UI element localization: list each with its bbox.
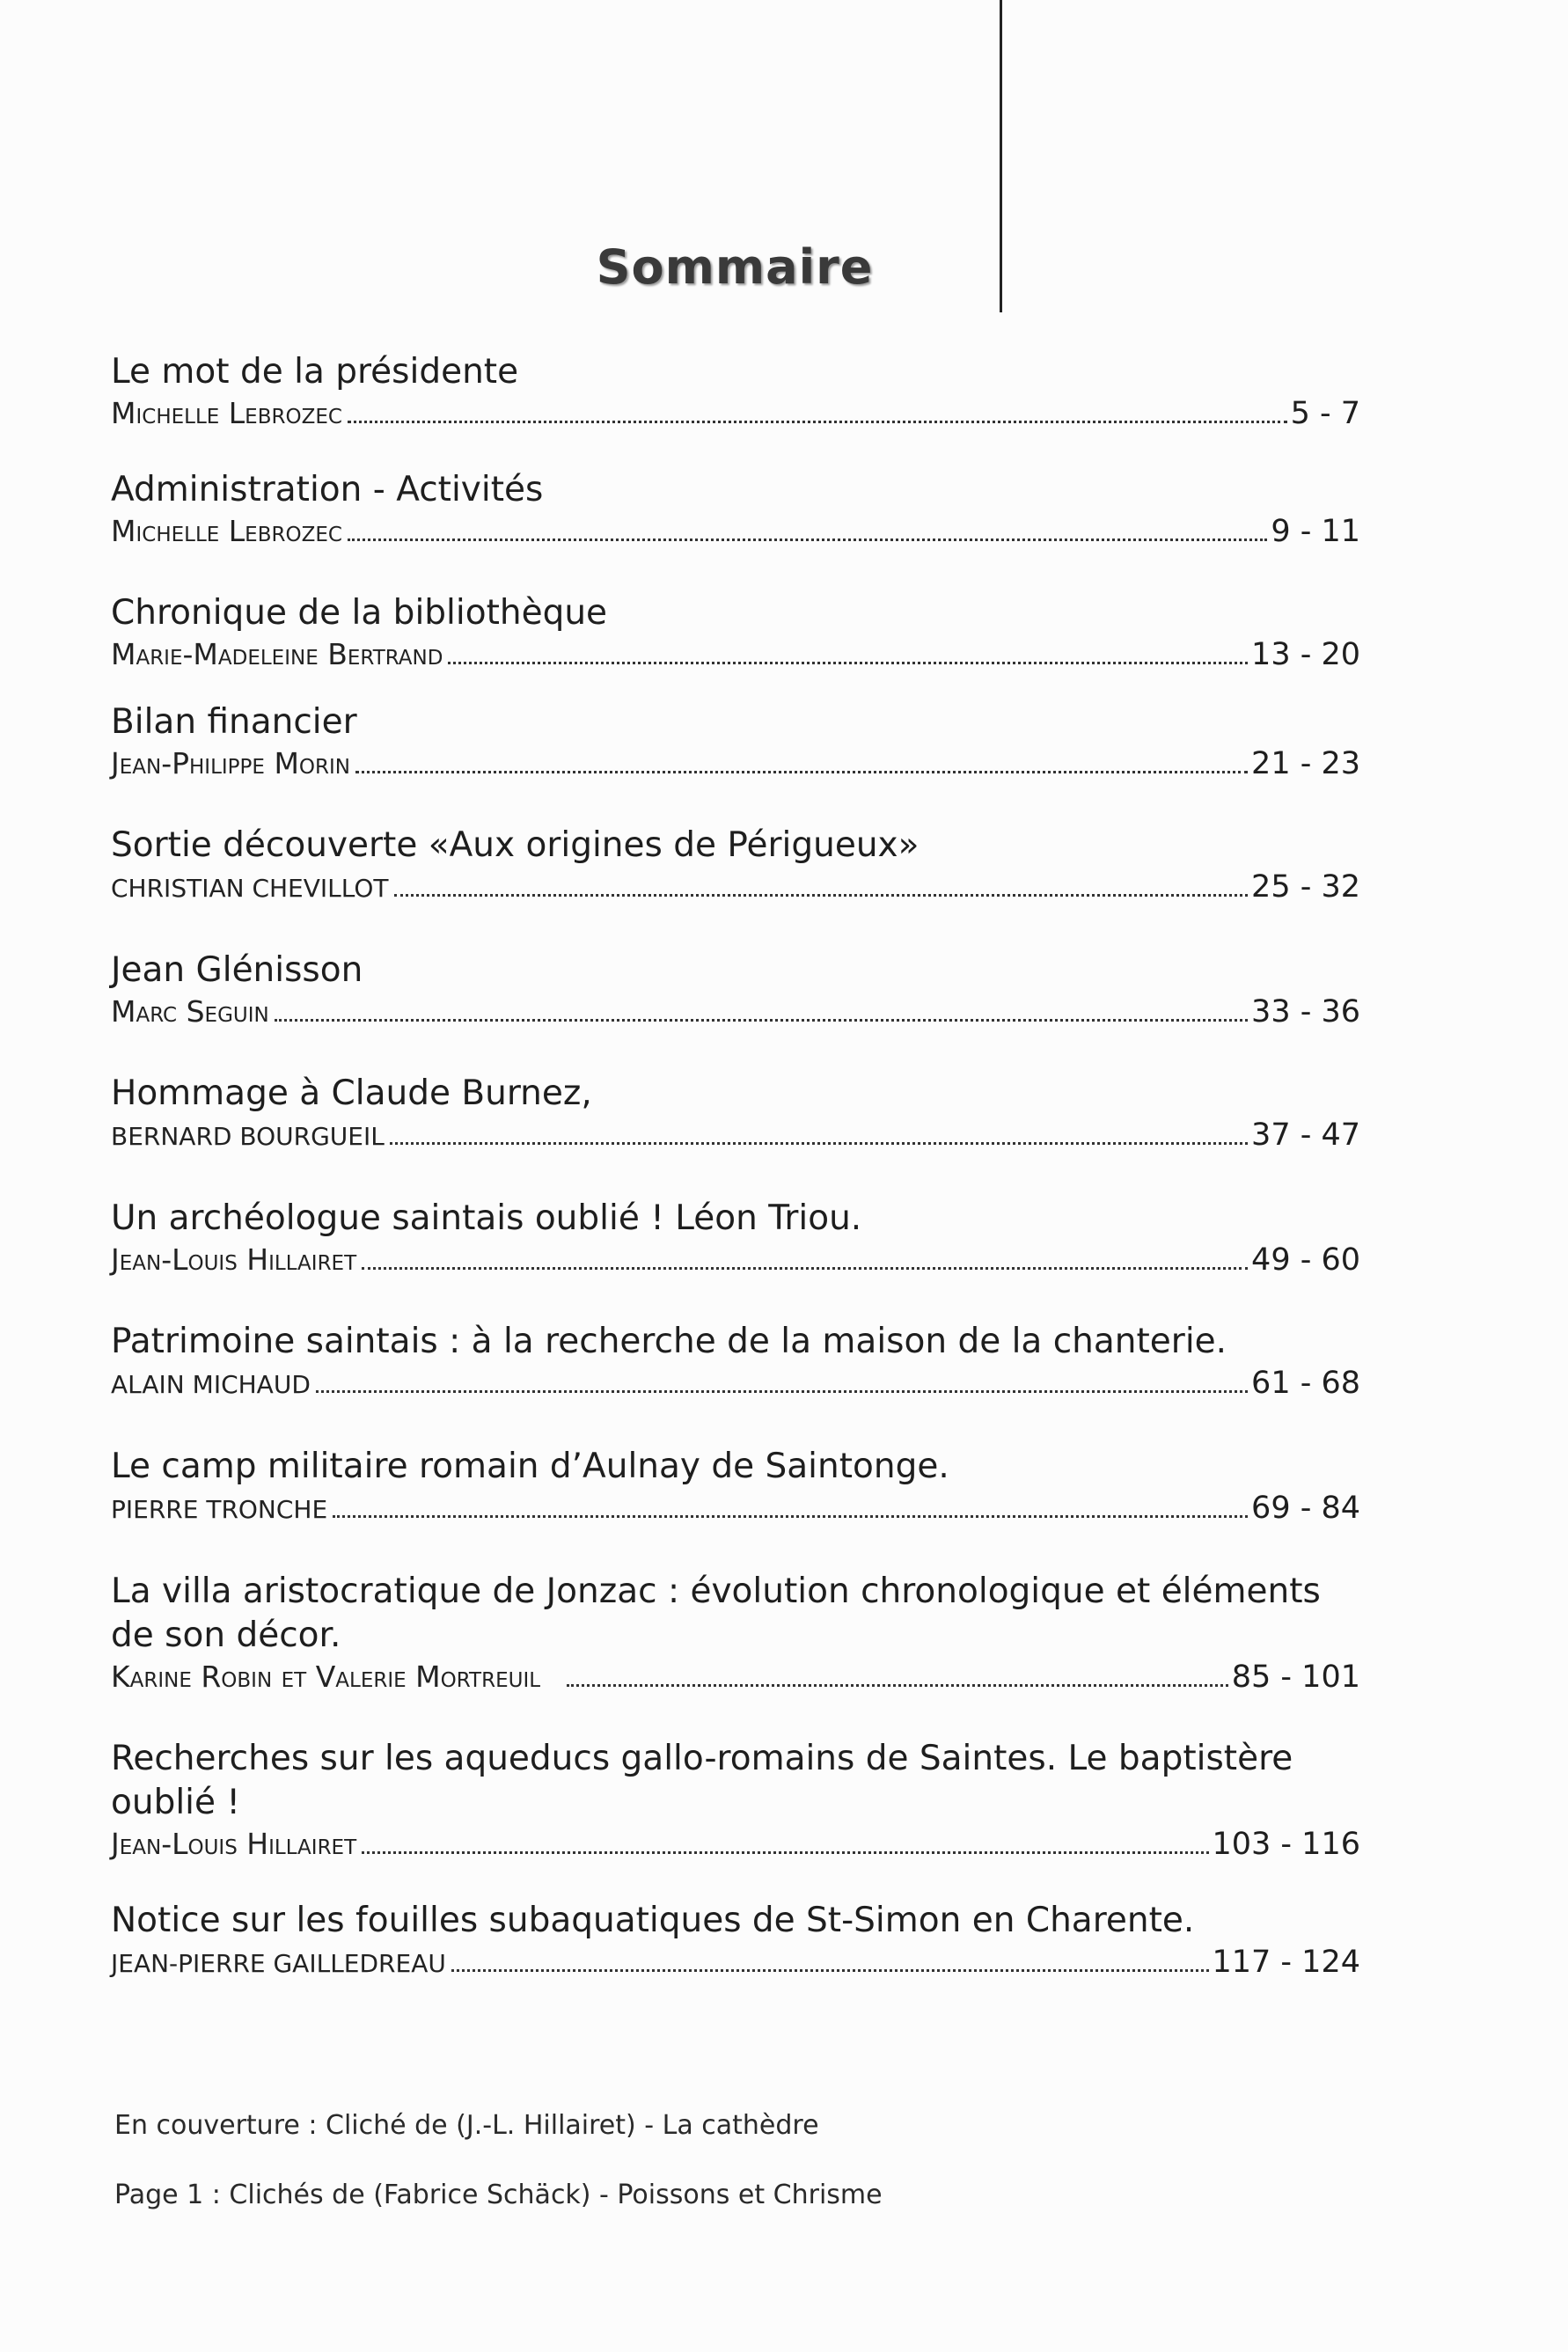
entry-line xyxy=(111,1489,1360,1529)
entry-line xyxy=(111,1943,1360,1983)
page1-credit: Page 1 : Clichés de (Fabrice Schäck) - Poissons et Chrisme xyxy=(114,2180,883,2210)
dot-leader xyxy=(567,1683,1228,1687)
dot-leader xyxy=(355,770,1248,773)
entry-line xyxy=(111,1364,1360,1404)
entry-title: Le mot de la présidente xyxy=(111,352,519,392)
entry-author: CHRISTIAN CHEVILLOT xyxy=(111,874,389,903)
entry-title: Chronique de la bibliothèque xyxy=(111,593,608,633)
entry-author: Jean-Louis Hillairet xyxy=(111,1242,357,1277)
dot-leader xyxy=(348,538,1267,541)
entry-author: Jean-Philippe Morin xyxy=(111,746,350,780)
entry-title: Bilan financier xyxy=(111,702,357,742)
dot-leader xyxy=(316,1389,1248,1393)
toc-entry xyxy=(111,591,1360,674)
entry-pages: 13 - 20 xyxy=(1251,637,1360,672)
entry-pages: 33 - 36 xyxy=(1251,994,1360,1029)
entry-line xyxy=(111,512,1360,551)
toc-entry xyxy=(111,1570,1360,1696)
entry-line xyxy=(111,744,1360,783)
entry-title: Le camp militaire romain d’Aulnay de Saintonge. xyxy=(111,1447,949,1486)
entry-title: Jean Glénisson xyxy=(111,950,363,990)
entry-author: Karine Robin et Valerie Mortreuil xyxy=(111,1660,541,1694)
entry-pages: 21 - 23 xyxy=(1251,746,1360,781)
toc-entry xyxy=(111,824,1360,908)
entry-pages: 85 - 101 xyxy=(1231,1660,1360,1695)
entry-title: Recherches sur les aqueducs gallo-romains de Saintes. Le baptistère oublié ! xyxy=(111,1739,1293,1822)
toc-entry xyxy=(111,350,1360,433)
entry-line xyxy=(111,635,1360,674)
entry-author: ALAIN MICHAUD xyxy=(111,1370,311,1399)
entry-pages: 49 - 60 xyxy=(1251,1242,1360,1278)
dot-leader xyxy=(348,420,1287,423)
toc-entry xyxy=(111,1445,1360,1529)
table-of-contents xyxy=(111,350,1360,1983)
entry-pages: 61 - 68 xyxy=(1251,1366,1360,1401)
dot-leader xyxy=(362,1850,1208,1854)
entry-pages: 103 - 116 xyxy=(1212,1827,1360,1862)
toc-entry xyxy=(111,700,1360,783)
toc-entry xyxy=(111,1197,1360,1279)
entry-author: PIERRE TRONCHE xyxy=(111,1495,328,1524)
entry-title: Notice sur les fouilles subaquatiques de St-Simon en Charente. xyxy=(111,1901,1195,1940)
entry-title: Patrimoine saintais : à la recherche de la maison de la chanterie. xyxy=(111,1322,1227,1361)
entry-pages: 5 - 7 xyxy=(1290,396,1360,431)
page-title: Sommaire xyxy=(596,239,874,295)
dot-leader xyxy=(451,1968,1209,1972)
entry-author: Marc Seguin xyxy=(111,994,269,1029)
entry-title: Un archéologue saintais oublié ! Léon Triou. xyxy=(111,1198,862,1238)
entry-author: Jean-Louis Hillairet xyxy=(111,1827,357,1861)
entry-line xyxy=(111,1241,1360,1279)
entry-author: BERNARD BOURGUEIL xyxy=(111,1122,385,1151)
dot-leader xyxy=(448,661,1248,664)
entry-title: Administration - Activités xyxy=(111,470,544,509)
entry-author: Marie-Madeleine Bertrand xyxy=(111,637,443,671)
entry-author: Michelle Lebrozec xyxy=(111,514,342,548)
toc-entry xyxy=(111,468,1360,551)
entry-pages: 9 - 11 xyxy=(1271,514,1360,549)
entry-line xyxy=(111,868,1360,908)
toc-entry xyxy=(111,1899,1360,1983)
entry-line xyxy=(111,394,1360,433)
toc-entry xyxy=(111,1320,1360,1404)
dot-leader xyxy=(333,1514,1248,1518)
entry-line xyxy=(111,993,1360,1031)
dot-leader xyxy=(390,1141,1248,1145)
dot-leader xyxy=(394,893,1249,897)
toc-entry xyxy=(111,949,1360,1031)
entry-pages: 25 - 32 xyxy=(1251,869,1360,905)
toc-entry xyxy=(111,1737,1360,1864)
entry-author: Michelle Lebrozec xyxy=(111,396,342,430)
entry-pages: 117 - 124 xyxy=(1212,1945,1360,1980)
entry-line xyxy=(111,1116,1360,1156)
entry-title: La villa aristocratique de Jonzac : évolution chronologique et éléments de son décor. xyxy=(111,1572,1321,1655)
entry-pages: 69 - 84 xyxy=(1251,1491,1360,1526)
entry-line xyxy=(111,1825,1360,1864)
entry-pages: 37 - 47 xyxy=(1251,1117,1360,1153)
dot-leader xyxy=(362,1266,1248,1270)
cover-credit: En couverture : Cliché de (J.-L. Hillairet) - La cathèdre xyxy=(114,2110,819,2141)
entry-title: Hommage à Claude Burnez, xyxy=(111,1073,592,1113)
toc-entry xyxy=(111,1072,1360,1156)
entry-line xyxy=(111,1658,1360,1696)
entry-title: Sortie découverte «Aux origines de Périgueux» xyxy=(111,825,920,865)
dot-leader xyxy=(275,1018,1248,1022)
entry-author: JEAN-PIERRE GAILLEDREAU xyxy=(111,1949,446,1978)
